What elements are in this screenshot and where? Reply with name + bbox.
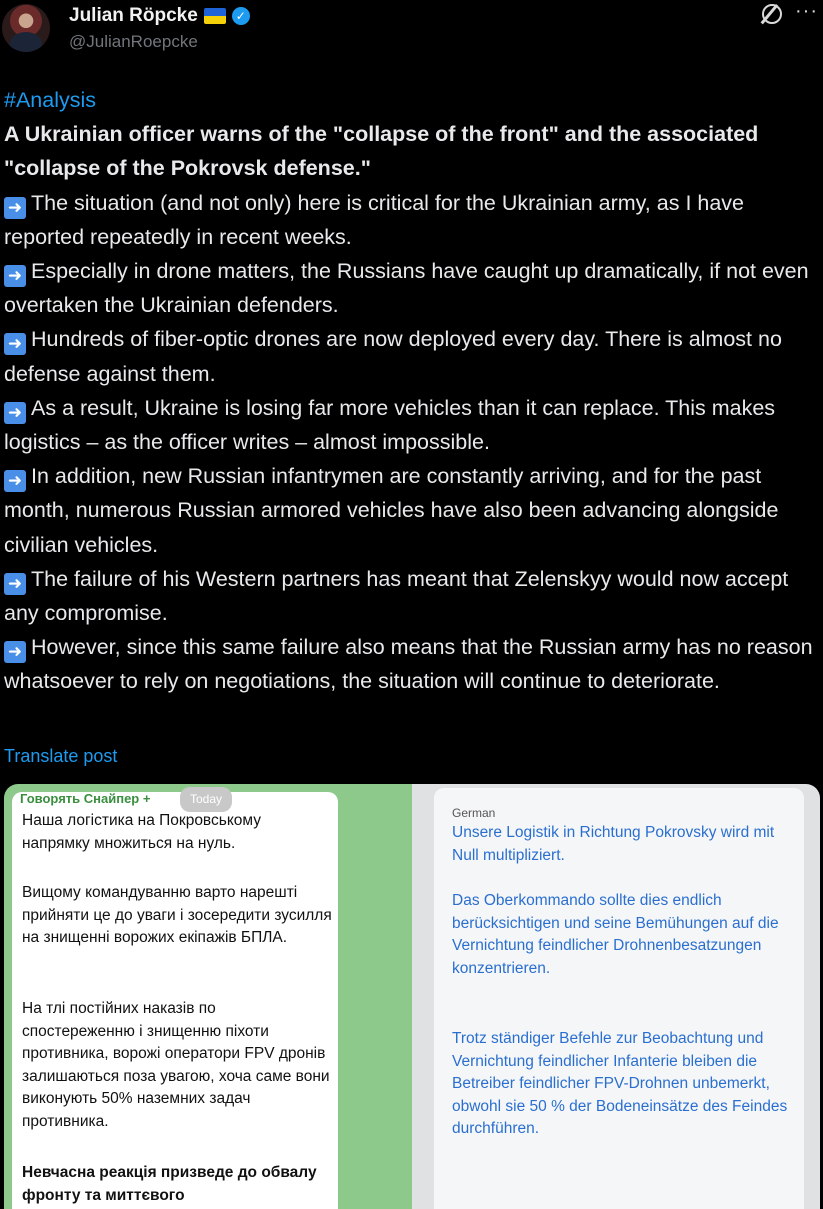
avatar[interactable]: [2, 4, 50, 52]
post-header: [0, 0, 823, 75]
language-label: German: [452, 806, 496, 820]
verified-badge-icon[interactable]: ✓: [232, 7, 250, 25]
right-arrow-emoji-icon: ➜: [4, 265, 26, 287]
more-options-icon[interactable]: ···: [795, 0, 818, 22]
bullet-item: ➜ However, since this same failure also means that the Russian army has no reason whatsoever to rely on negotiations, the situation will continue to deteriorate.: [4, 635, 813, 694]
bullet-item: ➜ In addition, new Russian infantrymen are constantly arriving, and for the past month, numerous Russian armored vehicles have also been advancing alongside civilian vehicles.: [4, 464, 779, 557]
bullet-item: ➜ Hundreds of fiber-optic drones are now deployed every day. There is almost no defense against them.: [4, 327, 782, 386]
ukrainian-paragraph: Вищому командуванню варто нарешті прийняти це до уваги і зосередити зусилля на знищенні ворожих екіпажів БПЛА.: [22, 884, 332, 947]
right-arrow-emoji-icon: ➜: [4, 333, 26, 355]
right-arrow-emoji-icon: ➜: [4, 470, 26, 492]
right-arrow-emoji-icon: ➜: [4, 573, 26, 595]
right-arrow-emoji-icon: ➜: [4, 641, 26, 663]
translation-screenshot: [412, 784, 820, 1209]
post-text: [4, 83, 819, 699]
right-arrow-emoji-icon: ➜: [4, 402, 26, 424]
date-pill: Today: [180, 787, 232, 812]
bullet-item: ➜ Especially in drone matters, the Russians have caught up dramatically, if not even overtaken the Ukrainian defenders.: [4, 259, 809, 318]
author-name[interactable]: Julian Röpcke: [69, 5, 198, 26]
ukraine-flag-icon: [204, 8, 226, 24]
bullet-item: ➜ As a result, Ukraine is losing far more vehicles than it can replace. This makes logistics – as the officer writes – almost impossible.: [4, 395, 776, 455]
bullet-item: ➜ The failure of his Western partners has meant that Zelenskyy would now accept any compromise.: [4, 566, 789, 626]
telegram-screenshot: [4, 784, 412, 1209]
ukrainian-paragraph: Невчасна реакція призведе до обвалу фронту та миттєвого: [22, 1164, 317, 1204]
hashtag-link[interactable]: #Analysis: [4, 88, 97, 112]
german-paragraph: Unsere Logistik in Richtung Pokrovsky wird mit Null multipliziert.: [452, 824, 775, 864]
german-paragraph: Das Oberkommando sollte dies endlich berücksichtigen und seine Bemühungen auf die Vernichtung feindlicher Drohnenbesatzungen konzentrieren.: [452, 892, 779, 977]
telegram-sender: Говорять Снайпер +: [20, 791, 151, 806]
post-headline: A Ukrainian officer warns of the "collapse of the front" and the associated "collapse of the Pokrovsk defense.": [4, 122, 759, 181]
grok-icon[interactable]: [762, 4, 782, 24]
author-name-row: [69, 4, 250, 28]
bullet-item: ➜ The situation (and not only) here is critical for the Ukrainian army, as I have reported repeatedly in recent weeks.: [4, 190, 745, 249]
telegram-message-bubble: [12, 792, 338, 1209]
german-paragraph: Trotz ständiger Befehle zur Beobachtung und Vernichtung feindlicher Infanterie bleiben die Betreiber feindlicher FPV-Drohnen unbemerkt, obwohl sie 50 % der Bodeneinsätze des Feindes durchführen.: [452, 1030, 788, 1138]
post-media-image[interactable]: [4, 784, 820, 1209]
author-handle[interactable]: @JulianRoepcke: [69, 32, 198, 51]
ukrainian-paragraph: На тлі постійних наказів по спостереженню і знищенню піхоти противника, ворожі оператори FPV дронів залишаються поза увагою, хоча саме вони виконують 50% наземних задач противника.: [22, 1000, 330, 1130]
translate-post-link[interactable]: Translate post: [4, 746, 118, 766]
ukrainian-paragraph: Наша логістика на Покровському напрямку множиться на нуль.: [22, 812, 261, 852]
translation-card: [434, 788, 804, 1209]
right-arrow-emoji-icon: ➜: [4, 197, 26, 219]
